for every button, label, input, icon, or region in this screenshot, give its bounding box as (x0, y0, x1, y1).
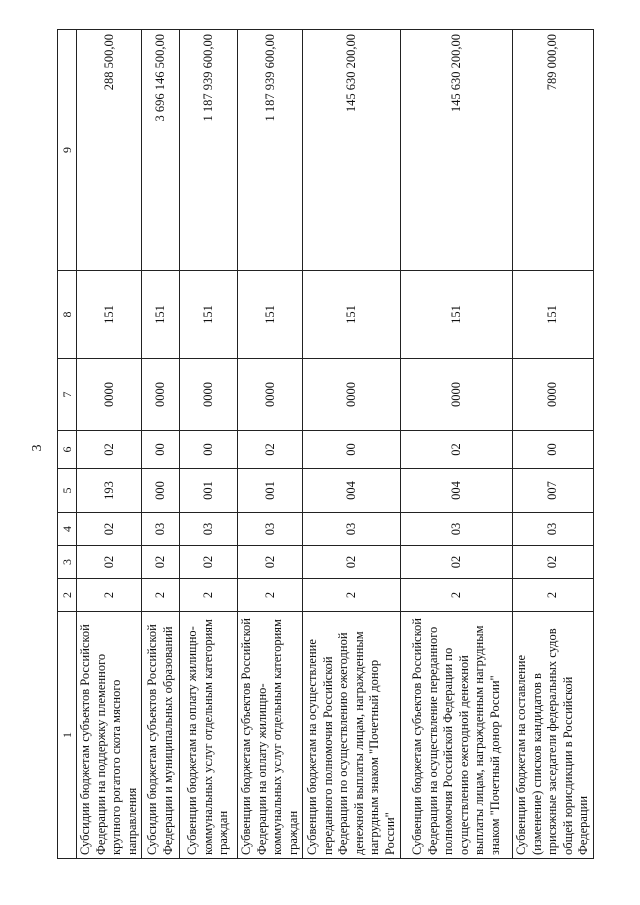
header-cell: 5 (58, 469, 77, 513)
row-name-cell: Субсидии бюджетам субъектов Российской Федерации на поддержку племенного крупного рогатого скота мясного направления (77, 612, 142, 859)
code-cell: 0000 (238, 359, 303, 431)
header-cell: 6 (58, 431, 77, 469)
code-cell: 0000 (142, 359, 180, 431)
amount-cell: 1 187 939 600,00 (180, 30, 238, 271)
code-cell: 000 (142, 469, 180, 513)
code-cell: 001 (238, 469, 303, 513)
row-name-cell: Субсидии бюджетам субъектов Российской Федерации и муниципальных образований (142, 612, 180, 859)
page-number: 3 (30, 444, 45, 452)
header-cell: 4 (58, 513, 77, 546)
code-cell: 03 (303, 513, 401, 546)
table-row (77, 30, 142, 859)
code-cell: 2 (77, 579, 142, 612)
header-row (58, 30, 77, 859)
code-cell: 151 (303, 271, 401, 359)
code-cell: 0000 (401, 359, 513, 431)
amount-cell: 288 500,00 (77, 30, 142, 271)
code-cell: 02 (238, 546, 303, 579)
table-row (303, 30, 401, 859)
code-cell: 151 (513, 271, 594, 359)
amount-cell: 1 187 939 600,00 (238, 30, 303, 271)
code-cell: 004 (303, 469, 401, 513)
header-cell: 8 (58, 271, 77, 359)
code-cell: 0000 (513, 359, 594, 431)
budget-table (57, 29, 594, 859)
code-cell: 0000 (77, 359, 142, 431)
row-name-cell: Субвенции бюджетам субъектов Российской Федерации на осуществление переданного полномочия Российской Федерации по осуществлению ежегодной денежной выплаты лицам, награжденным нагрудным знаком "Почетный донор России" (401, 612, 513, 859)
code-cell: 2 (303, 579, 401, 612)
row-name-cell: Субвенции бюджетам субъектов Российской Федерации на оплату жилищно-коммунальных услуг отдельным категориям граждан (238, 612, 303, 859)
code-cell: 004 (401, 469, 513, 513)
code-cell: 02 (180, 546, 238, 579)
header-cell: 3 (58, 546, 77, 579)
table-row (401, 30, 513, 859)
code-cell: 02 (142, 546, 180, 579)
code-cell: 193 (77, 469, 142, 513)
header-cell: 9 (58, 30, 77, 271)
code-cell: 151 (77, 271, 142, 359)
header-cell: 7 (58, 359, 77, 431)
header-cell: 1 (58, 612, 77, 859)
amount-cell: 145 630 200,00 (303, 30, 401, 271)
code-cell: 03 (513, 513, 594, 546)
code-cell: 03 (238, 513, 303, 546)
code-cell: 2 (142, 579, 180, 612)
code-cell: 02 (513, 546, 594, 579)
code-cell: 151 (180, 271, 238, 359)
code-cell: 02 (303, 546, 401, 579)
code-cell: 151 (238, 271, 303, 359)
code-cell: 007 (513, 469, 594, 513)
code-cell: 0000 (303, 359, 401, 431)
row-name-cell: Субвенции бюджетам на осуществление переданного полномочия Российской Федерации по осуществлению ежегодной денежной выплаты лицам, награжденным нагрудным знаком "Почетный донор России" (303, 612, 401, 859)
code-cell: 02 (77, 513, 142, 546)
amount-cell: 145 630 200,00 (401, 30, 513, 271)
code-cell: 00 (180, 431, 238, 469)
code-cell: 02 (238, 431, 303, 469)
code-cell: 00 (142, 431, 180, 469)
table-row (180, 30, 238, 859)
amount-cell: 3 696 146 500,00 (142, 30, 180, 271)
header-cell: 2 (58, 579, 77, 612)
table-row (513, 30, 594, 859)
code-cell: 03 (180, 513, 238, 546)
code-cell: 151 (142, 271, 180, 359)
code-cell: 03 (142, 513, 180, 546)
code-cell: 2 (238, 579, 303, 612)
rotated-table-container (57, 30, 590, 859)
code-cell: 02 (77, 546, 142, 579)
row-name-cell: Субвенции бюджетам на оплату жилищно-коммунальных услуг отдельным категориям граждан (180, 612, 238, 859)
code-cell: 2 (401, 579, 513, 612)
row-name-cell: Субвенции бюджетам на составление (изменение) списков кандидатов в присяжные заседатели федеральных судов общей юрисдикции в Российской Федерации (513, 612, 594, 859)
code-cell: 02 (401, 546, 513, 579)
code-cell: 02 (77, 431, 142, 469)
code-cell: 00 (303, 431, 401, 469)
code-cell: 02 (401, 431, 513, 469)
code-cell: 151 (401, 271, 513, 359)
code-cell: 00 (513, 431, 594, 469)
table-row (238, 30, 303, 859)
table-row (142, 30, 180, 859)
code-cell: 0000 (180, 359, 238, 431)
code-cell: 001 (180, 469, 238, 513)
code-cell: 2 (513, 579, 594, 612)
code-cell: 03 (401, 513, 513, 546)
code-cell: 2 (180, 579, 238, 612)
amount-cell: 789 000,00 (513, 30, 594, 271)
